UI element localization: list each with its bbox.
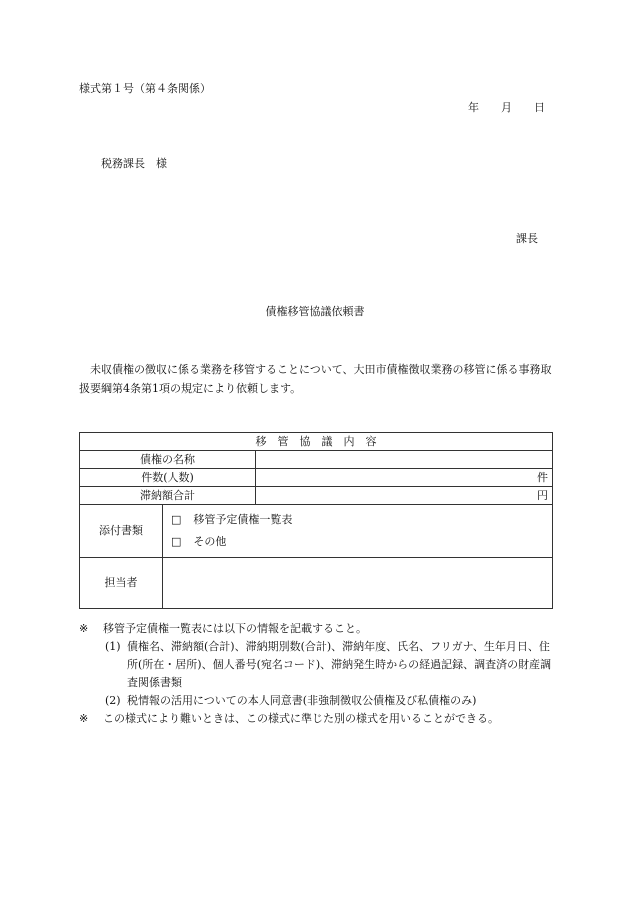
row-label-count: 件数(人数) <box>80 469 256 487</box>
table-header: 移 管 協 議 内 容 <box>80 433 553 451</box>
attachments-label: 添付書類 <box>80 505 163 558</box>
sub-number: (1) <box>105 640 121 653</box>
table-header-row <box>80 433 553 451</box>
row-unit-count: 件 <box>256 469 553 487</box>
form-number: 様式第１号（第４条関係） <box>79 82 211 95</box>
row-label-claim-name: 債権の名称 <box>80 451 256 469</box>
note-2 <box>79 710 559 728</box>
attachment-option-other[interactable] <box>167 531 548 553</box>
note-mark: ※ <box>79 712 89 725</box>
attachment-option-label: 移管予定債権一覧表 <box>193 513 293 526</box>
note-mark: ※ <box>79 622 89 635</box>
note-2-text: この様式により難いときは、この様式に準じた別の様式を用いることができる。 <box>103 712 499 725</box>
document-title: 債権移管協議依頼書 <box>265 305 365 318</box>
attachment-option-list[interactable] <box>167 509 548 531</box>
attachment-option-label: その他 <box>193 535 227 548</box>
transfer-table <box>79 432 553 609</box>
date-line <box>468 101 545 115</box>
sub-1-text: 債権名、滞納額(合計)、滞納期別数(合計)、滞納年度、氏名、フリガナ、生年月日、住所(所在・居所)、個人番号(宛名コード)、滞納発生時からの経過記録、調査済の財産調査関係書類 <box>127 640 552 689</box>
note-sub-1 <box>79 638 559 692</box>
note-sub-2 <box>79 692 559 710</box>
date-day: 日 <box>534 101 545 114</box>
notes <box>79 620 559 728</box>
note-1 <box>79 620 559 638</box>
row-value-claim-name <box>256 451 553 469</box>
note-1-text: 移管予定債権一覧表には以下の情報を記載すること。 <box>103 622 367 635</box>
table-row <box>80 451 553 469</box>
sub-2-text: 税情報の活用についての本人同意書(非強制徴収公債権及び私債権のみ) <box>127 694 477 707</box>
table-row <box>80 469 553 487</box>
checkbox-icon[interactable]: □ <box>171 535 182 548</box>
date-month: 月 <box>501 101 512 114</box>
row-label-total: 滞納額合計 <box>80 487 256 505</box>
attachments-row <box>80 505 553 558</box>
contact-row <box>80 558 553 609</box>
date-year: 年 <box>468 101 479 114</box>
sender: 課長 <box>516 232 538 245</box>
sub-number: (2) <box>105 694 121 707</box>
table-row <box>80 487 553 505</box>
contact-label: 担当者 <box>80 558 163 609</box>
addressee: 税務課長 様 <box>101 157 167 170</box>
body-paragraph: 未収債権の徴収に係る業務を移管することについて、大田市債権徴収業務の移管に係る事務取扱要綱第4条第1項の規定により依頼します。 <box>79 363 552 395</box>
contact-value <box>163 558 553 609</box>
checkbox-icon[interactable]: □ <box>171 513 182 526</box>
row-unit-total: 円 <box>256 487 553 505</box>
attachments-options <box>163 505 553 558</box>
